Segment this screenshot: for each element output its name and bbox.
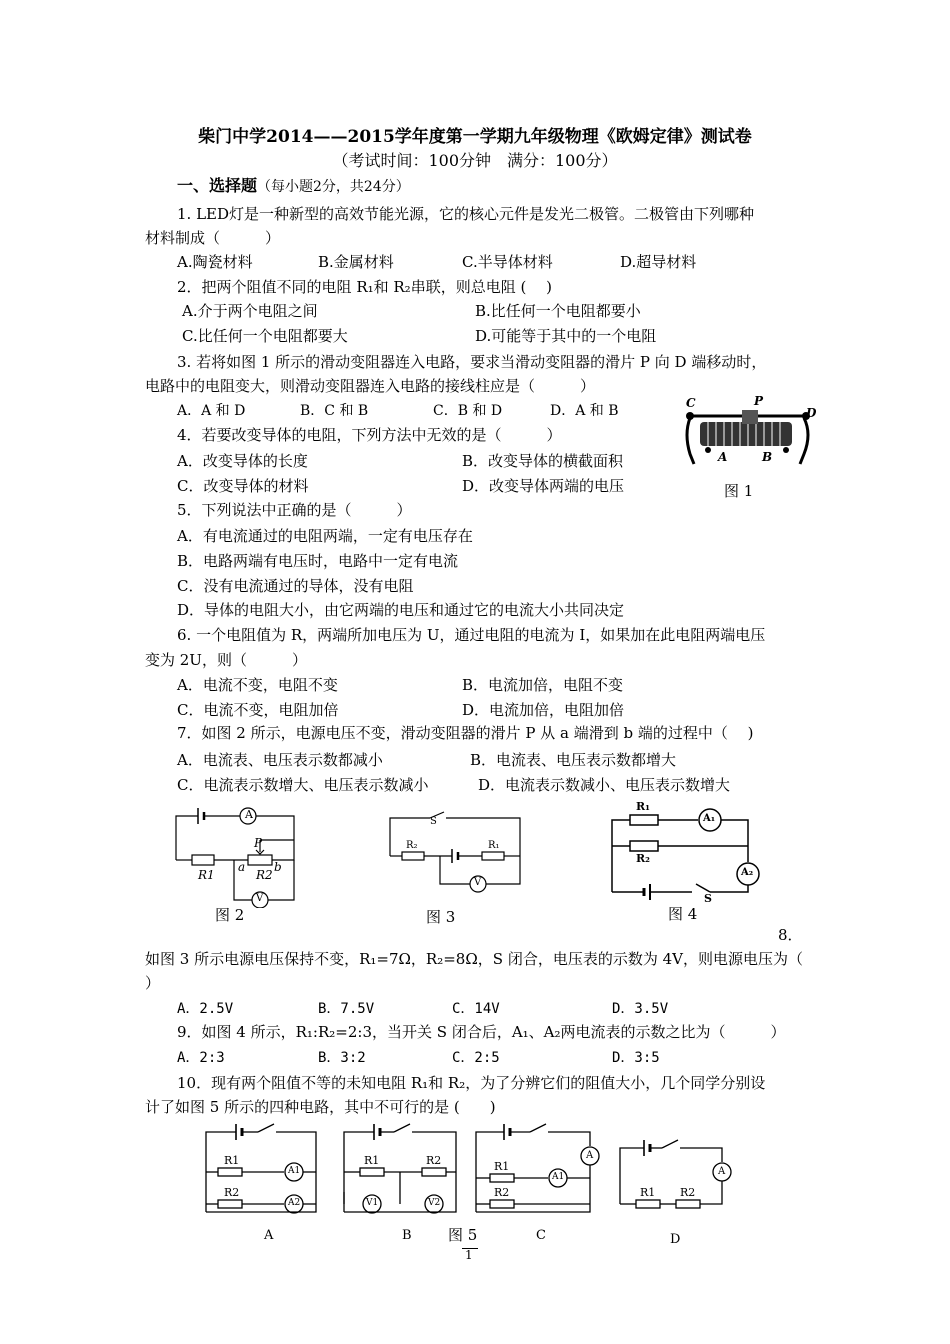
q2-option-c: C.比任何一个电阻都要大 bbox=[182, 327, 348, 345]
fig5b-voltmeter2: V2 bbox=[428, 1198, 441, 1208]
q6-line1: 6. 一个电阻值为 R，两端所加电压为 U，通过电阻的电流为 I，如果加在此电阻两端电压 bbox=[177, 626, 766, 644]
fig2-label-r1: R1 bbox=[198, 868, 215, 882]
page-number: 1 bbox=[465, 1248, 473, 1262]
q3-line2: 电路中的电阻变大，则滑动变阻器连入电路的接线柱应是（ ） bbox=[145, 377, 596, 395]
q6-option-d: D．电流加倍，电阻加倍 bbox=[462, 701, 625, 719]
fig2-label-r2: R2 bbox=[256, 868, 273, 882]
fig5a-label-r1: R1 bbox=[224, 1154, 240, 1167]
q4-stem: 4．若要改变导体的电阻，下列方法中无效的是（ ） bbox=[177, 426, 562, 444]
fig1-label-a: A bbox=[718, 450, 728, 464]
fig4-ammeter2-label: A₂ bbox=[741, 867, 754, 878]
fig5a-ammeter2: A2 bbox=[288, 1198, 301, 1208]
fig5b-label-r1: R1 bbox=[364, 1154, 380, 1167]
q6-option-a: A．电流不变，电阻不变 bbox=[177, 676, 338, 694]
fig5c-ammeter: A bbox=[586, 1150, 594, 1161]
q3-option-d: D．A 和 B bbox=[550, 403, 619, 419]
q5-option-d: D．导体的电阻大小，由它两端的电压和通过它的电流大小共同决定 bbox=[177, 601, 625, 619]
q1-option-b: B.金属材料 bbox=[318, 253, 394, 271]
fig4-label-s: S bbox=[704, 892, 712, 905]
fig4-label-r1: R₁ bbox=[636, 800, 650, 813]
fig3-label-r1: R₁ bbox=[488, 840, 500, 851]
fig1-label-b: B bbox=[762, 450, 773, 464]
q9-stem: 9．如图 4 所示，R₁:R₂=2:3，当开关 S 闭合后，A₁、A₂两电流表的示数之比为（ ） bbox=[177, 1023, 786, 1041]
q2-option-b: B.比任何一个电阻都要小 bbox=[475, 302, 641, 320]
q6-line2: 变为 2U，则（ ） bbox=[145, 651, 307, 669]
q5-option-b: B．电路两端有电压时，电路中一定有电流 bbox=[177, 552, 459, 570]
figure-2-circuit bbox=[168, 804, 308, 908]
q7-option-d: D．电流表示数减小、电压表示数增大 bbox=[478, 776, 731, 794]
fig5b-voltmeter1: V1 bbox=[366, 1198, 379, 1208]
q7-option-c: C．电流表示数增大、电压表示数减小 bbox=[177, 776, 429, 794]
fig5-sub-c: C bbox=[536, 1228, 546, 1243]
q8-option-c: C．14V bbox=[452, 1001, 500, 1017]
fig5a-ammeter1: A1 bbox=[288, 1166, 301, 1176]
q4-option-b: B．改变导体的横截面积 bbox=[462, 452, 624, 470]
q6-option-c: C．电流不变，电阻加倍 bbox=[177, 701, 339, 719]
q7-option-a: A．电流表、电压表示数都减小 bbox=[177, 751, 383, 769]
q2-stem: 2．把两个阻值不同的电阻 R₁和 R₂串联，则总电阻 ( ) bbox=[177, 278, 552, 296]
fig5d-ammeter: A bbox=[718, 1166, 726, 1177]
q8-close: ） bbox=[145, 974, 161, 992]
q10-line1: 10．现有两个阻值不等的未知电阻 R₁和 R₂，为了分辨它们的阻值大小，几个同学分别设 bbox=[177, 1074, 766, 1092]
q8-option-d: D．3.5V bbox=[612, 1001, 669, 1017]
fig2-voltmeter-label: V bbox=[256, 893, 264, 904]
figure-1-caption: 图 1 bbox=[724, 482, 754, 500]
fig4-ammeter1-label: A₁ bbox=[703, 813, 716, 824]
fig2-ammeter-label: A bbox=[245, 808, 253, 821]
q8-option-a: A．2.5V bbox=[177, 1001, 234, 1017]
fig1-label-c: C bbox=[686, 396, 696, 410]
fig5c-ammeter1: A1 bbox=[552, 1172, 565, 1182]
fig5d-label-r2: R2 bbox=[680, 1186, 696, 1199]
fig3-label-s: S bbox=[430, 816, 437, 827]
exam-subtitle: （考试时间：100分钟 满分：100分） bbox=[332, 151, 618, 170]
fig3-label-r2: R₂ bbox=[406, 840, 418, 851]
q1-option-d: D.超导材料 bbox=[620, 253, 697, 271]
fig5-sub-d: D bbox=[670, 1232, 681, 1247]
fig4-label-r2: R₂ bbox=[636, 852, 650, 865]
q1-line1: 1. LED灯是一种新型的高效节能光源，它的核心元件是发光二极管。二极管由下列哪种 bbox=[177, 205, 755, 223]
q4-option-a: A．改变导体的长度 bbox=[177, 452, 308, 470]
q9-option-c: C．2:5 bbox=[452, 1050, 500, 1066]
q4-option-c: C．改变导体的材料 bbox=[177, 477, 309, 495]
q3-option-c: C．B 和 D bbox=[433, 403, 503, 419]
q10-line2: 计了如图 5 所示的四种电路，其中不可行的是 ( ) bbox=[145, 1098, 496, 1116]
fig5-sub-a: A bbox=[264, 1228, 274, 1243]
q9-option-a: A．2:3 bbox=[177, 1050, 225, 1066]
figure-4-circuit bbox=[606, 798, 766, 908]
q9-option-b: B．3:2 bbox=[318, 1050, 366, 1066]
q6-option-b: B．电流加倍，电阻不变 bbox=[462, 676, 624, 694]
q1-option-a: A.陶瓷材料 bbox=[177, 253, 253, 271]
q1-line2: 材料制成（ ） bbox=[145, 229, 281, 247]
q2-option-a: A.介于两个电阻之间 bbox=[182, 302, 318, 320]
fig2-label-a: a bbox=[238, 860, 246, 874]
section-heading-title: 一、选择题 bbox=[177, 176, 258, 195]
q1-option-c: C.半导体材料 bbox=[462, 253, 553, 271]
section-heading-note: （每小题2分，共24分） bbox=[257, 179, 410, 195]
section-heading bbox=[177, 176, 410, 197]
fig2-label-p: P bbox=[254, 836, 263, 850]
q3-line1: 3. 若将如图 1 所示的滑动变阻器连入电路，要求当滑动变阻器的滑片 P 向 D 端移动时， bbox=[177, 353, 767, 371]
figure-1-rheostat bbox=[678, 394, 818, 474]
fig5-circuit-d bbox=[620, 1140, 731, 1208]
q2-option-d: D.可能等于其中的一个电阻 bbox=[475, 327, 657, 345]
q8-number: 8． bbox=[778, 926, 803, 944]
figure-3-caption: 图 3 bbox=[426, 908, 456, 926]
fig5a-label-r2: R2 bbox=[224, 1186, 240, 1199]
q4-option-d: D．改变导体两端的电压 bbox=[462, 477, 625, 495]
q5-stem: 5．下列说法中正确的是（ ） bbox=[177, 501, 412, 519]
figure-2-caption: 图 2 bbox=[215, 906, 245, 924]
q8-line: 如图 3 所示电源电压保持不变，R₁=7Ω，R₂=8Ω，S 闭合，电压表的示数为 4V，则电源电压为（ bbox=[145, 950, 803, 968]
fig5b-label-r2: R2 bbox=[426, 1154, 442, 1167]
fig1-label-p: P bbox=[754, 394, 764, 408]
q7-option-b: B．电流表、电压表示数都增大 bbox=[470, 751, 677, 769]
q7-stem: 7．如图 2 所示，电源电压不变，滑动变阻器的滑片 P 从 a 端滑到 b 端的过程中（ ) bbox=[177, 724, 754, 742]
fig5c-label-r2: R2 bbox=[494, 1186, 510, 1199]
q9-option-d: D．3:5 bbox=[612, 1050, 660, 1066]
q3-option-a: A．A 和 D bbox=[177, 403, 246, 419]
figure-5-caption: 图 5 bbox=[448, 1226, 478, 1244]
fig5c-label-r1: R1 bbox=[494, 1160, 510, 1173]
q5-option-a: A．有电流通过的电阻两端，一定有电压存在 bbox=[177, 527, 473, 545]
figure-4-caption: 图 4 bbox=[668, 905, 698, 923]
fig3-voltmeter-label: V bbox=[474, 877, 482, 888]
q8-option-b: B．7.5V bbox=[318, 1001, 375, 1017]
q5-option-c: C．没有电流通过的导体，没有电阻 bbox=[177, 577, 414, 595]
fig5-sub-b: B bbox=[402, 1228, 412, 1243]
exam-title: 柴门中学2014——2015学年度第一学期九年级物理《欧姆定律》测试卷 bbox=[198, 127, 752, 147]
q3-option-b: B．C 和 B bbox=[300, 403, 369, 419]
fig5d-label-r1: R1 bbox=[640, 1186, 656, 1199]
fig1-label-d: D bbox=[806, 406, 817, 420]
figure-5-circuits bbox=[200, 1120, 760, 1230]
figure-3-circuit bbox=[386, 808, 526, 898]
fig2-label-b: b bbox=[274, 860, 282, 874]
